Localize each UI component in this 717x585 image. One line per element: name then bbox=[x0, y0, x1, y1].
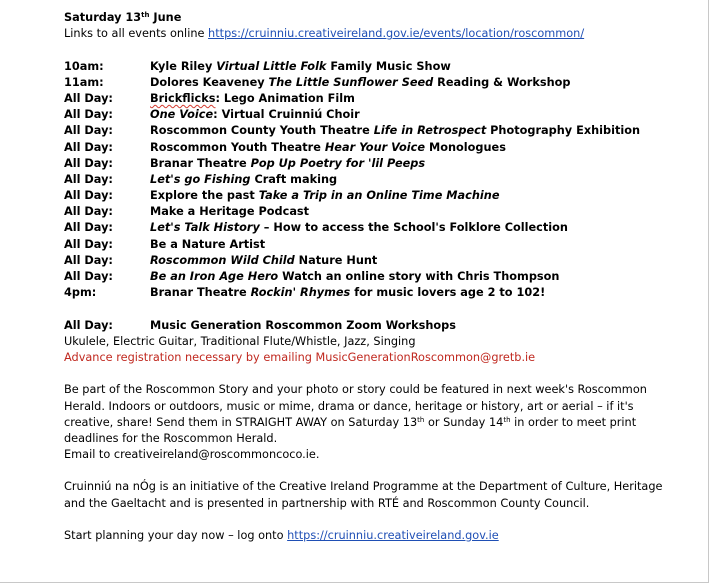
schedule-row bbox=[64, 75, 704, 91]
story-line: Be part of the Roscommon Story and your photo or story could be featured in next week's Roscommon bbox=[64, 383, 647, 397]
links-label: Links to all events online bbox=[64, 27, 209, 41]
schedule-row bbox=[64, 220, 704, 236]
schedule-event-text: Reading & Workshop bbox=[433, 75, 571, 89]
schedule-time: All Day: bbox=[64, 221, 113, 235]
music-instruments: Ukulele, Electric Guitar, Traditional Flute/Whistle, Jazz, Singing bbox=[64, 334, 416, 348]
schedule-time: All Day: bbox=[64, 189, 113, 203]
schedule-event-text: Branar Theatre bbox=[150, 286, 251, 300]
schedule-time: 10am: bbox=[64, 59, 104, 73]
schedule-event-text: for music lovers age 2 to 102! bbox=[350, 286, 546, 300]
schedule-event-text: – How to access the School's Folklore Collection bbox=[259, 221, 568, 235]
footer-line bbox=[64, 528, 704, 544]
schedule-time: 4pm: bbox=[64, 286, 97, 300]
schedule-event-text: Family Music Show bbox=[326, 59, 451, 73]
cruinniu-link[interactable]: https://cruinniu.creativeireland.gov.ie bbox=[287, 529, 499, 542]
schedule-time: All Day: bbox=[64, 91, 113, 105]
links-line bbox=[64, 26, 704, 42]
schedule-event-text: Photography Exhibition bbox=[486, 124, 641, 138]
music-row bbox=[64, 318, 704, 334]
schedule-event-text: The Little Sunflower Seed bbox=[268, 75, 434, 89]
schedule-event-text: Roscommon Wild Child bbox=[150, 253, 295, 267]
schedule-event-text: Let's go Fishing bbox=[150, 172, 251, 186]
schedule-time: 11am: bbox=[64, 75, 104, 89]
schedule-row bbox=[64, 123, 704, 139]
schedule-event-text: Kyle Riley bbox=[150, 59, 217, 73]
schedule-time: All Day: bbox=[64, 172, 113, 186]
schedule-event-text: Brickflicks bbox=[150, 91, 216, 105]
events-link[interactable]: https://cruinniu.creativeireland.gov.ie/events/location/roscommon/ bbox=[208, 27, 585, 41]
schedule-row bbox=[64, 204, 704, 220]
schedule-event-text: Rockin' Rhymes bbox=[250, 286, 351, 300]
schedule-time: All Day: bbox=[64, 156, 113, 170]
schedule-event-text: Monologues bbox=[425, 140, 506, 154]
schedule-row bbox=[64, 188, 704, 204]
story-line: creative, share! Send them in STRAIGHT AWAY on Saturday 13th or Sunday 14th in order to meet print bbox=[64, 415, 637, 429]
schedule-event-text: Virtual Little Folk bbox=[216, 59, 327, 73]
date-heading bbox=[64, 10, 704, 26]
schedule-event-text: : Lego Animation Film bbox=[215, 91, 355, 105]
schedule-event-text: : Virtual Cruinniú Choir bbox=[213, 108, 360, 122]
schedule-row bbox=[64, 156, 704, 172]
schedule-event-text: Let's Talk History bbox=[150, 221, 260, 235]
schedule-event-text: Be a Nature Artist bbox=[150, 237, 266, 251]
schedule-list bbox=[64, 59, 704, 302]
initiative-line: Cruinniú na nÓg is an initiative of the Creative Ireland Programme at the Department of Culture, Heritage bbox=[64, 480, 663, 494]
schedule-event-text: Watch an online story with Chris Thompson bbox=[278, 270, 560, 283]
story-email: Email to creativeireland@roscommoncoco.ie. bbox=[64, 448, 320, 462]
schedule-time: All Day: bbox=[64, 237, 113, 251]
schedule-event-text: Dolores Keaveney bbox=[150, 75, 269, 89]
music-title: Music Generation Roscommon Zoom Workshops bbox=[150, 318, 456, 332]
date-text: Saturday 13 bbox=[64, 11, 142, 24]
footer-text: Start planning your day now – log onto bbox=[64, 529, 288, 542]
schedule-time: All Day: bbox=[64, 270, 113, 283]
music-time: All Day: bbox=[64, 318, 113, 332]
schedule-event-text: Craft making bbox=[250, 172, 338, 186]
schedule-event-text: Take a Trip in an Online Time Machine bbox=[258, 189, 500, 203]
initiative-line: and the Gaeltacht and is presented in partnership with RTÉ and Roscommon County Council. bbox=[64, 496, 590, 510]
schedule-row bbox=[64, 59, 704, 75]
schedule-event-text: Pop Up Poetry for 'lil Peeps bbox=[250, 156, 426, 170]
date-sup: th bbox=[141, 11, 150, 19]
schedule-time: All Day: bbox=[64, 140, 113, 154]
schedule-event-text: Be an Iron Age Hero bbox=[150, 270, 279, 283]
schedule-event-text: Branar Theatre bbox=[150, 156, 251, 170]
schedule-row bbox=[64, 269, 704, 285]
schedule-row bbox=[64, 91, 704, 107]
schedule-event-text: Life in Retrospect bbox=[373, 124, 487, 138]
schedule-time: All Day: bbox=[64, 253, 113, 267]
schedule-event-text: Explore the past bbox=[150, 189, 259, 203]
schedule-event-text: Roscommon Youth Theatre bbox=[150, 140, 325, 154]
schedule-event-text: One Voice bbox=[150, 108, 214, 122]
schedule-row bbox=[64, 140, 704, 156]
story-line: Herald. Indoors or outdoors, music or mime, drama or dance, heritage or history, art or aerial – if it's bbox=[64, 399, 634, 413]
schedule-row bbox=[64, 237, 704, 253]
schedule-row bbox=[64, 253, 704, 269]
schedule-time: All Day: bbox=[64, 108, 113, 122]
schedule-row bbox=[64, 172, 704, 188]
schedule-time: All Day: bbox=[64, 124, 113, 138]
initiative-paragraph bbox=[64, 479, 664, 511]
document bbox=[64, 10, 704, 544]
story-paragraph bbox=[64, 382, 664, 463]
schedule-event-text: Hear Your Voice bbox=[324, 140, 426, 154]
music-registration: Advance registration necessary by emailing MusicGenerationRoscommon@gretb.ie bbox=[64, 350, 536, 364]
schedule-time: All Day: bbox=[64, 205, 113, 219]
schedule-row bbox=[64, 107, 704, 123]
date-month: June bbox=[149, 11, 182, 24]
schedule-event-text: Roscommon County Youth Theatre bbox=[150, 124, 374, 138]
schedule-row bbox=[64, 285, 704, 301]
schedule-event-text: Nature Hunt bbox=[294, 253, 378, 267]
story-line: deadlines for the Roscommon Herald. bbox=[64, 431, 278, 445]
schedule-event-text: Make a Heritage Podcast bbox=[150, 205, 310, 219]
